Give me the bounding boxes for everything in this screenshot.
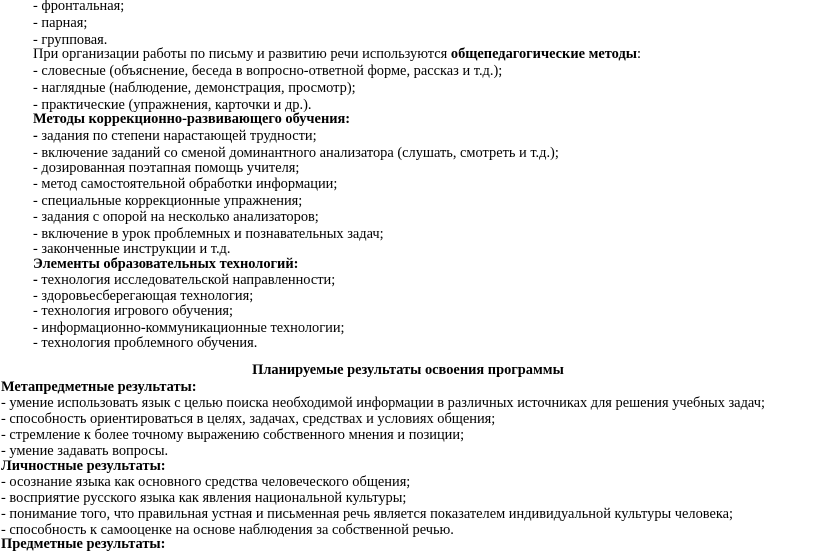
list-item: - включение заданий со сменой доминантного анализатора (слушать, смотреть и т.д.); bbox=[33, 145, 559, 161]
methods-colon: : bbox=[636, 46, 641, 62]
list-item: - восприятие русского языка как явления национальной культуры; bbox=[1, 490, 407, 506]
list-item: - способность ориентироваться в целях, задачах, средствах и условиях общения; bbox=[1, 411, 496, 427]
methods-paragraph bbox=[33, 46, 641, 63]
methods-bold-term: общепедагогические методы bbox=[450, 46, 637, 62]
list-item bbox=[33, 272, 335, 289]
list-item: - технология игрового обучения; bbox=[33, 303, 234, 319]
list-dash: - bbox=[33, 128, 42, 144]
list-item: - наглядные (наблюдение, демонстрация, просмотр); bbox=[33, 80, 356, 96]
list-item: - информационно-коммуникационные технологии; bbox=[33, 320, 345, 336]
correction-heading: Методы коррекционно-развивающего обучения: bbox=[33, 111, 351, 127]
section-heading bbox=[33, 256, 298, 273]
list-item: - законченные инструкции и т.д. bbox=[33, 241, 231, 257]
list-item: - задания с опорой на несколько анализаторов; bbox=[33, 209, 319, 225]
section-heading bbox=[1, 379, 197, 396]
list-dash: - bbox=[33, 272, 42, 288]
list-text: задания по степени нарастающей трудности; bbox=[41, 128, 317, 144]
list-item: - фронтальная; bbox=[33, 0, 125, 14]
list-item: - стремление к более точному выражению собственного мнения и позиции; bbox=[1, 427, 465, 443]
list-item: - специальные коррекционные упражнения; bbox=[33, 193, 303, 209]
section-heading bbox=[33, 111, 350, 128]
list-item: - умение задавать вопросы. bbox=[1, 443, 169, 459]
methods-text: При организации работы по письму и развитию речи используются bbox=[33, 46, 451, 62]
subject-heading: Предметные результаты: bbox=[1, 536, 166, 552]
tech-heading: Элементы образовательных технологий: bbox=[33, 256, 299, 272]
meta-heading: Метапредметные результаты: bbox=[1, 379, 197, 395]
list-item: - осознание языка как основного средства человеческого общения; bbox=[1, 474, 411, 490]
list-item: - парная; bbox=[33, 15, 88, 31]
list-item: - словесные (объяснение, беседа в вопросно-ответной форме, рассказ и т.д.); bbox=[33, 63, 503, 79]
list-item: - понимание того, что правильная устная и письменная речь является показателем индивидуальной культуры человека; bbox=[1, 506, 734, 522]
list-item: - групповая. bbox=[33, 32, 108, 48]
list-item: - умение использовать язык с целью поиска необходимой информации в различных источниках для решения учебных задач; bbox=[1, 395, 765, 411]
list-item: - здоровьесберегающая технология; bbox=[33, 288, 254, 304]
section-heading bbox=[1, 536, 165, 553]
list-item: - дозированная поэтапная помощь учителя; bbox=[33, 160, 300, 176]
list-item: - включение в урок проблемных и познавательных задач; bbox=[33, 226, 384, 242]
list-item: - метод самостоятельной обработки информации; bbox=[33, 176, 338, 192]
list-text: технология исследовательской направленности; bbox=[41, 272, 336, 288]
results-title-text: Планируемые результаты освоения программы bbox=[252, 362, 564, 378]
personal-heading: Личностные результаты: bbox=[1, 458, 166, 474]
list-item: - способность к самооценке на основе наблюдения за собственной речью. bbox=[1, 522, 454, 538]
list-item: - технология проблемного обучения. bbox=[33, 335, 258, 351]
list-item: - практические (упражнения, карточки и др.). bbox=[33, 97, 312, 113]
list-item bbox=[33, 128, 317, 145]
section-heading bbox=[1, 458, 166, 475]
results-title bbox=[0, 362, 816, 379]
